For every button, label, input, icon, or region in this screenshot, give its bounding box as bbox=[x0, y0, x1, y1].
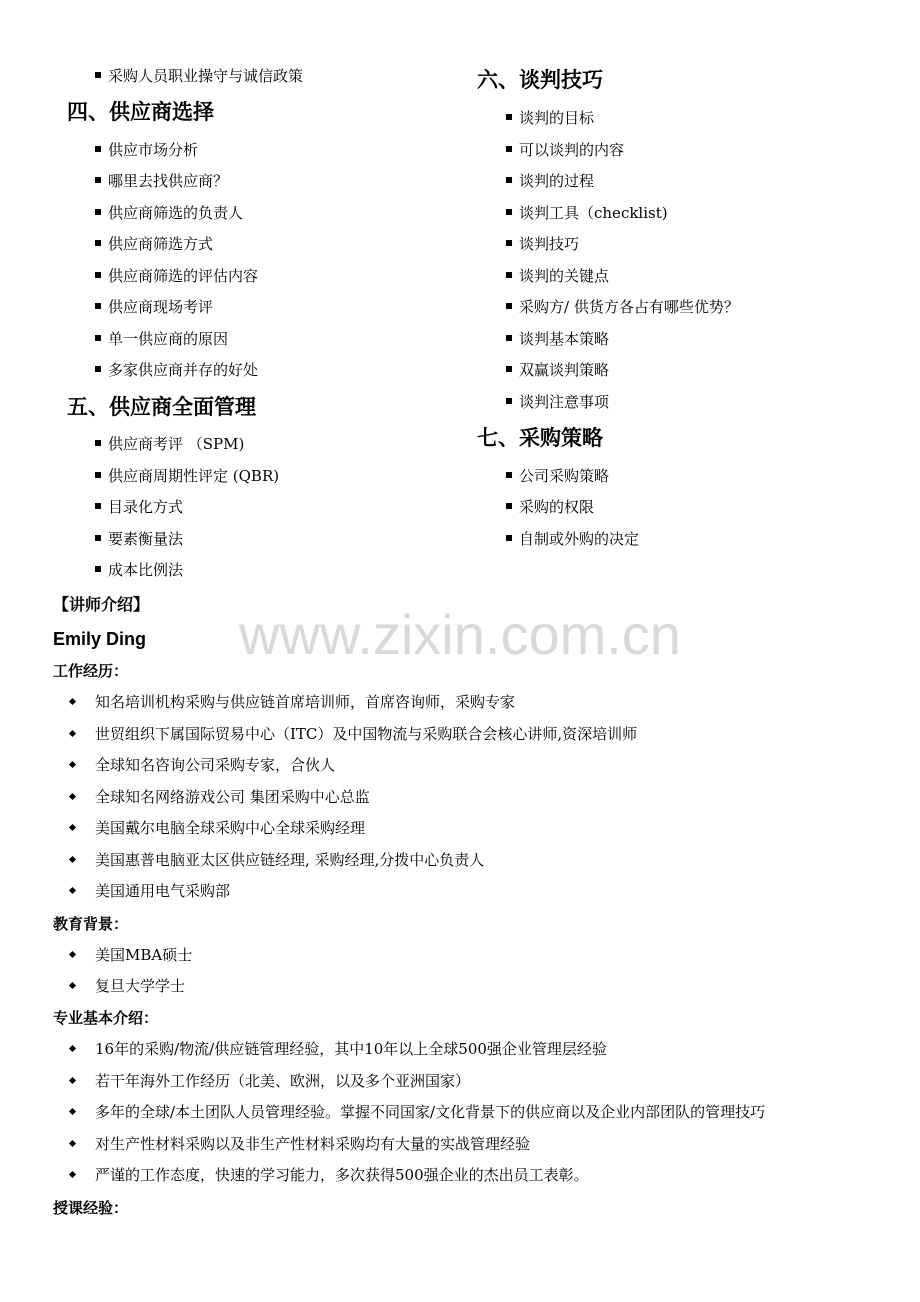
list-item: 可以谈判的内容 bbox=[519, 141, 625, 159]
list-item: 供应市场分析 bbox=[108, 141, 199, 159]
education-item: 美国MBA硕士 bbox=[95, 946, 193, 964]
work-item: 世贸组织下属国际贸易中心（ITC）及中国物流与采购联合会核心讲师,资深培训师 bbox=[95, 725, 638, 743]
list-item: 哪里去找供应商？ bbox=[108, 172, 229, 190]
list-item: 多家供应商并存的好处 bbox=[108, 361, 259, 379]
education-label: 教育背景： bbox=[53, 915, 129, 933]
list-item: 供应商周期性评定 (QBR) bbox=[108, 467, 280, 485]
teaching-experience-label: 授课经验： bbox=[53, 1199, 129, 1217]
education-item: 复旦大学学士 bbox=[95, 977, 186, 995]
professional-item: 严谨的工作态度，快速的学习能力，多次获得500强企业的杰出员工表彰。 bbox=[95, 1166, 589, 1184]
list-item: 谈判注意事项 bbox=[519, 393, 610, 411]
work-item: 美国惠普电脑亚太区供应链经理, 采购经理,分拨中心负责人 bbox=[95, 851, 485, 869]
professional-item: 对生产性材料采购以及非生产性材料采购均有大量的实战管理经验 bbox=[95, 1135, 531, 1153]
instructor-heading: 【讲师介绍】 bbox=[53, 595, 150, 614]
section-heading-4: 四、供应商选择 bbox=[67, 100, 214, 124]
list-item: 公司采购策略 bbox=[519, 467, 610, 485]
list-item: 谈判技巧 bbox=[519, 235, 580, 253]
list-item: 采购人员职业操守与诚信政策 bbox=[108, 67, 304, 85]
list-item: 单一供应商的原因 bbox=[108, 330, 229, 348]
list-item: 谈判的过程 bbox=[519, 172, 595, 190]
work-item: 美国戴尔电脑全球采购中心全球采购经理 bbox=[95, 819, 366, 837]
list-item: 供应商现场考评 bbox=[108, 298, 214, 316]
professional-item: 若干年海外工作经历（北美、欧洲，以及多个亚洲国家） bbox=[95, 1072, 471, 1090]
list-item: 供应商筛选方式 bbox=[108, 235, 214, 253]
work-item: 知名培训机构采购与供应链首席培训师，首席咨询师，采购专家 bbox=[95, 693, 516, 711]
list-item: 目录化方式 bbox=[108, 498, 184, 516]
section-heading-6: 六、谈判技巧 bbox=[477, 68, 603, 92]
list-item: 谈判基本策略 bbox=[519, 330, 610, 348]
list-item: 采购方/ 供货方各占有哪些优势？ bbox=[519, 298, 739, 316]
work-item: 美国通用电气采购部 bbox=[95, 882, 231, 900]
list-item: 供应商筛选的评估内容 bbox=[108, 267, 259, 285]
work-item: 全球知名网络游戏公司 集团采购中心总监 bbox=[95, 788, 370, 806]
instructor-name: Emily Ding bbox=[53, 629, 147, 649]
list-item: 谈判的目标 bbox=[519, 109, 595, 127]
list-item: 自制或外购的决定 bbox=[519, 530, 640, 548]
professional-label: 专业基本介绍： bbox=[53, 1009, 159, 1027]
list-item: 谈判的关键点 bbox=[519, 267, 610, 285]
list-item: 谈判工具（checklist) bbox=[519, 204, 668, 222]
section-heading-7: 七、采购策略 bbox=[477, 426, 603, 450]
watermark: www.zixin.com.cn bbox=[239, 603, 681, 666]
list-item: 成本比例法 bbox=[108, 561, 184, 579]
list-item: 供应商筛选的负责人 bbox=[108, 204, 244, 222]
professional-item: 多年的全球/本土团队人员管理经验。掌握不同国家/文化背景下的供应商以及企业内部团队的管理技巧 bbox=[95, 1103, 766, 1121]
professional-item: 16年的采购/物流/供应链管理经验，其中10年以上全球500强企业管理层经验 bbox=[95, 1040, 607, 1058]
list-item: 采购的权限 bbox=[519, 498, 595, 516]
work-experience-label: 工作经历： bbox=[53, 662, 129, 680]
list-item: 供应商考评 （SPM) bbox=[108, 435, 245, 453]
list-item: 要素衡量法 bbox=[108, 530, 184, 548]
section-heading-5: 五、供应商全面管理 bbox=[67, 395, 256, 419]
work-item: 全球知名咨询公司采购专家，合伙人 bbox=[95, 756, 336, 774]
list-item: 双赢谈判策略 bbox=[519, 361, 610, 379]
